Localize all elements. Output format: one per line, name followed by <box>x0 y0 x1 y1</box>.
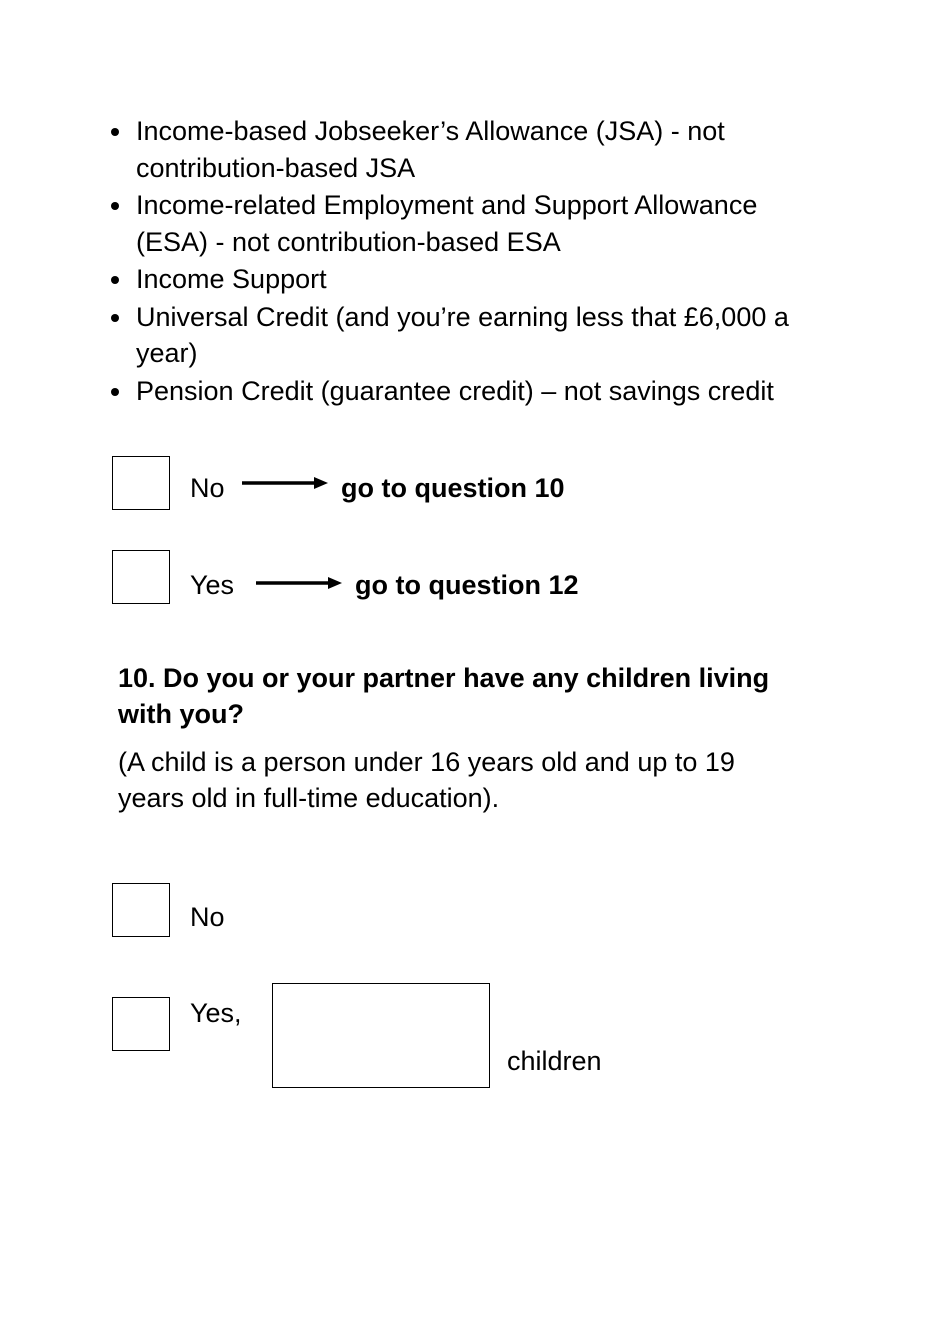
list-item <box>108 113 848 186</box>
question-10-line2: with you? <box>118 699 244 729</box>
list-item <box>108 299 848 372</box>
benefit-list <box>108 113 848 410</box>
q9-no-checkbox[interactable] <box>112 456 170 510</box>
bullet-icon <box>111 202 119 210</box>
q9-yes-checkbox[interactable] <box>112 550 170 604</box>
bullet-icon <box>111 314 119 322</box>
q9-no-goto-text: go to question 10 <box>341 473 565 503</box>
list-item <box>108 187 848 260</box>
question-10-heading <box>118 660 838 732</box>
benefit-text: Income-related Employment and Support Allowance <box>136 190 758 220</box>
bullet-icon <box>111 388 119 396</box>
benefit-text: Income Support <box>136 264 327 294</box>
bullet-icon <box>111 276 119 284</box>
benefit-text-continued: year) <box>136 338 198 368</box>
list-item <box>108 373 848 410</box>
benefit-text: Pension Credit (guarantee credit) – not savings credit <box>136 375 774 406</box>
question-10-line1: 10. Do you or your partner have any children living <box>118 663 770 693</box>
benefit-text: Income-based Jobseeker’s Allowance (JSA) - not <box>136 116 725 146</box>
q10-no-checkbox[interactable] <box>112 883 170 937</box>
children-count-field[interactable] <box>272 983 490 1088</box>
question-10-note <box>118 744 838 816</box>
bullet-icon <box>111 128 119 136</box>
list-item <box>108 261 848 298</box>
arrow-right-icon <box>242 476 328 490</box>
children-unit-label: children <box>507 1046 602 1076</box>
q9-no-label: No <box>190 473 225 503</box>
benefit-text-continued: contribution-based JSA <box>136 152 416 183</box>
q9-yes-label: Yes <box>190 570 235 600</box>
q9-yes-goto-text: go to question 12 <box>355 570 579 600</box>
arrow-right-icon <box>256 576 342 590</box>
question-10-note-line1: (A child is a person under 16 years old and up to 19 <box>118 747 735 777</box>
benefit-text: Universal Credit (and you’re earning less that £6,000 a <box>136 301 789 332</box>
q10-no-label: No <box>190 902 225 932</box>
question-10-note-line2: years old in full-time education). <box>118 783 500 813</box>
q10-yes-checkbox[interactable] <box>112 997 170 1051</box>
benefit-text-continued: (ESA) - not contribution-based ESA <box>136 226 561 257</box>
q10-yes-label: Yes, <box>190 998 242 1028</box>
